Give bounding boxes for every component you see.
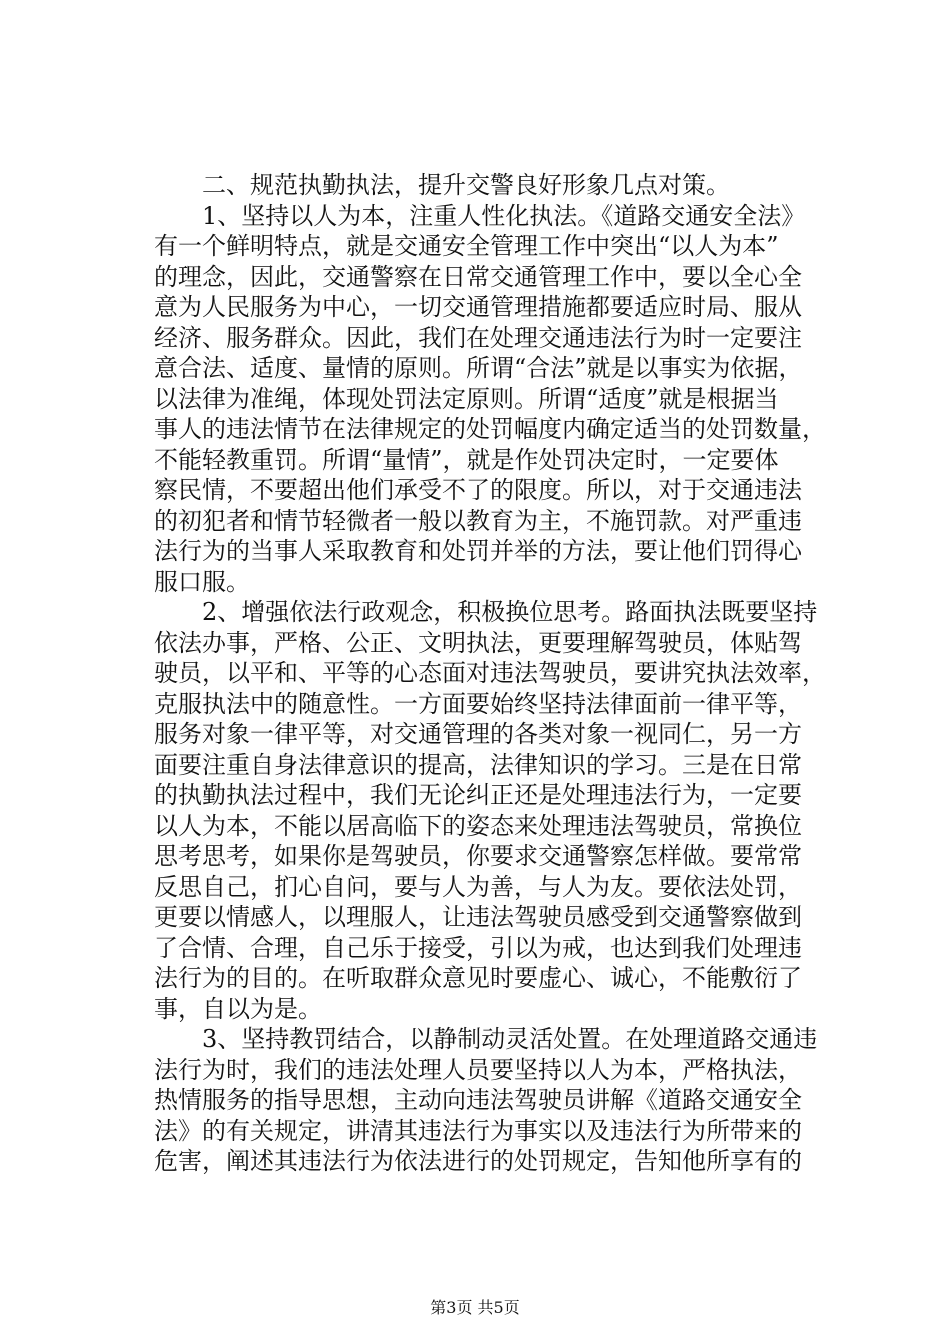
text-line: 3、坚持教罚结合，以静制动灵活处置。在处理道路交通违 — [154, 1025, 818, 1053]
text-line: 不能轻教重罚。所谓“量情”，就是作处罚决定时，一定要体 — [154, 446, 779, 474]
text-line: 克服执法中的随意性。一方面要始终坚持法律面前一律平等， — [154, 690, 802, 718]
text-line: 事，自以为是。 — [154, 995, 322, 1023]
text-line: 的执勤执法过程中，我们无论纠正还是处理违法行为，一定要 — [154, 781, 802, 809]
text-line: 法》的有关规定，讲清其违法行为事实以及违法行为所带来的 — [154, 1117, 802, 1145]
text-line: 经济、服务群众。因此，我们在处理交通违法行为时一定要注 — [154, 324, 802, 352]
text-line: 意合法、适度、量情的原则。所谓“合法”就是以事实为依据， — [154, 354, 803, 382]
text-line: 2、增强依法行政观念，积极换位思考。路面执法既要坚持 — [154, 598, 818, 626]
text-line: 以人为本，不能以居高临下的姿态来处理违法驾驶员，常换位 — [154, 812, 802, 840]
text-line: 的初犯者和情节轻微者一般以教育为主，不施罚款。对严重违 — [154, 507, 802, 535]
text-line: 的理念，因此，交通警察在日常交通管理工作中，要以全心全 — [154, 263, 802, 291]
text-line: 反思自己，扪心自问，要与人为善，与人为友。要依法处罚， — [154, 873, 802, 901]
text-line: 以法律为准绳，体现处罚法定原则。所谓“适度”就是根据当 — [154, 385, 779, 413]
text-line: 面要注重自身法律意识的提高，法律知识的学习。三是在日常 — [154, 751, 802, 779]
text-line: 思考思考，如果你是驾驶员，你要求交通警察怎样做。要常常 — [154, 842, 802, 870]
text-line: 驶员，以平和、平等的心态面对违法驾驶员，要讲究执法效率， — [154, 659, 826, 687]
text-line: 法行为的目的。在听取群众意见时要虚心、诚心，不能敷衍了 — [154, 964, 802, 992]
text-line: 意为人民服务为中心，一切交通管理措施都要适应时局、服从 — [154, 293, 802, 321]
text-line: 了合情、合理，自己乐于接受，引以为戒，也达到我们处理违 — [154, 934, 802, 962]
text-line: 服口服。 — [154, 568, 250, 596]
text-line: 1、坚持以人为本，注重人性化执法。《道路交通安全法》 — [154, 202, 806, 230]
text-line: 法行为的当事人采取教育和处罚并举的方法，要让他们罚得心 — [154, 537, 802, 565]
text-line: 二、规范执勤执法，提升交警良好形象几点对策。 — [154, 171, 730, 199]
text-line: 热情服务的指导思想，主动向违法驾驶员讲解《道路交通安全 — [154, 1086, 802, 1114]
text-line: 察民情，不要超出他们承受不了的限度。所以，对于交通违法 — [154, 476, 802, 504]
text-line: 更要以情感人，以理服人，让违法驾驶员感受到交通警察做到 — [154, 903, 802, 931]
text-line: 有一个鲜明特点，就是交通安全管理工作中突出“以人为本” — [154, 232, 779, 260]
text-line: 依法办事，严格、公正、文明执法，更要理解驾驶员，体贴驾 — [154, 629, 802, 657]
text-line: 法行为时，我们的违法处理人员要坚持以人为本，严格执法， — [154, 1056, 802, 1084]
text-line: 危害，阐述其违法行为依法进行的处罚规定，告知他所享有的 — [154, 1147, 802, 1175]
text-line: 服务对象一律平等，对交通管理的各类对象一视同仁，另一方 — [154, 720, 802, 748]
page-footer: 第3页 共5页 — [430, 1298, 520, 1317]
text-line: 事人的违法情节在法律规定的处罚幅度内确定适当的处罚数量， — [154, 415, 826, 443]
